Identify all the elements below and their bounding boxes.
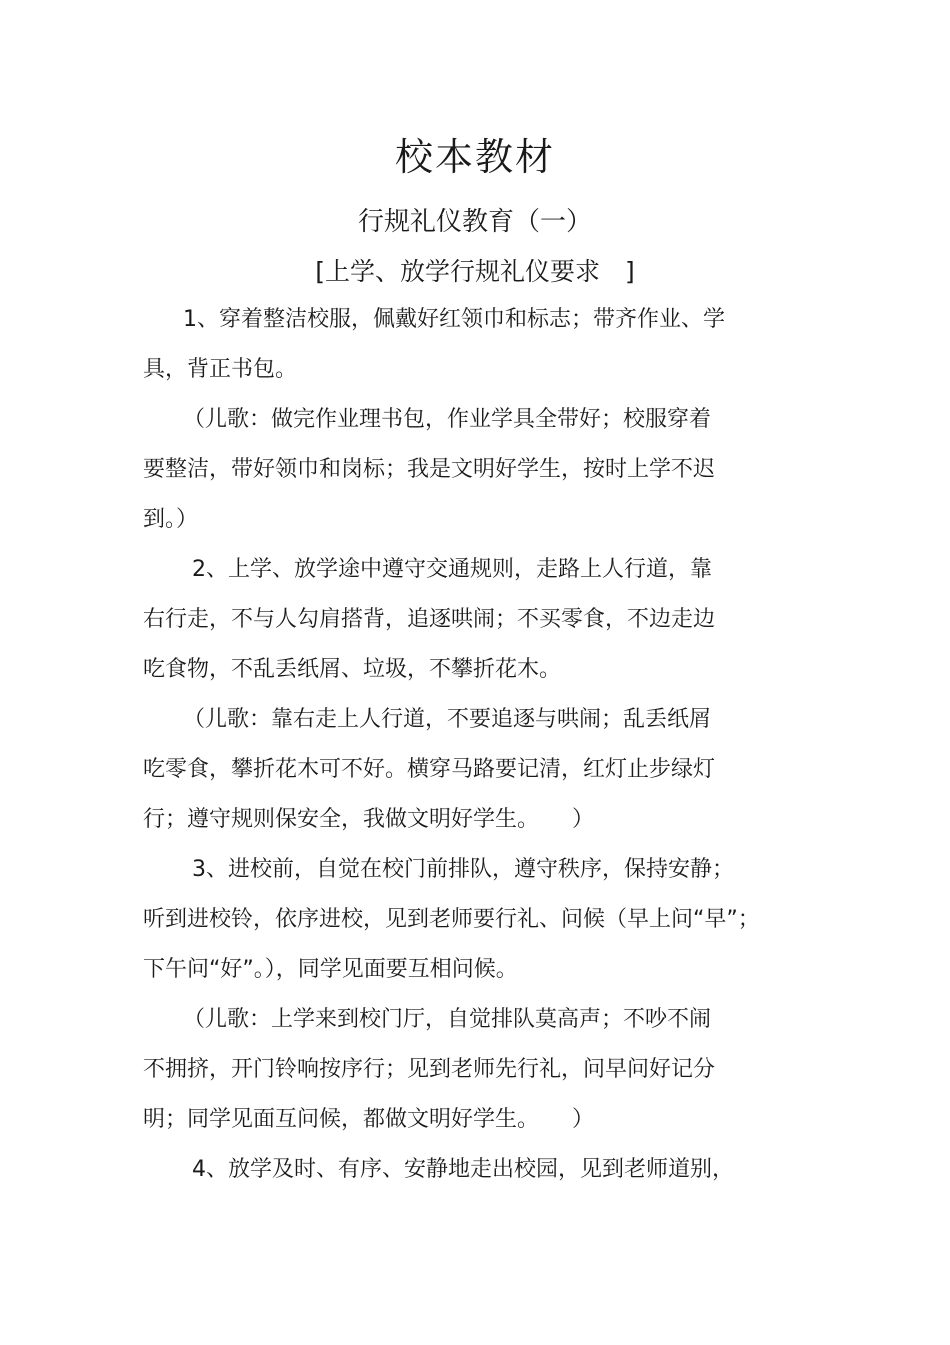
paragraph-line: 3、进校前，自觉在校门前排队，遵守秩序，保持安静； (192, 857, 734, 882)
paragraph-line: （儿歌：做完作业理书包，作业学具全带好；校服穿着 (183, 407, 712, 432)
paragraph-line: 明；同学见面互问候，都做文明好学生。 ） (143, 1107, 595, 1132)
document-title: 校本教材 (394, 135, 555, 179)
paragraph-line: 1、穿着整洁校服，佩戴好红领巾和标志；带齐作业、学 (183, 307, 725, 332)
paragraph-line: 行；遵守规则保安全，我做文明好学生。 ） (143, 807, 595, 832)
section-heading: [上学、放学行规礼仪要求 ] (315, 257, 635, 286)
paragraph-line: 2、上学、放学途中遵守交通规则，走路上人行道，靠 (192, 557, 712, 582)
document-subtitle: 行规礼仪教育（一） (357, 207, 592, 237)
paragraph-line: 要整洁，带好领巾和岗标；我是文明好学生，按时上学不迟 (143, 457, 716, 482)
paragraph-line: 听到进校铃，依序进校，见到老师要行礼、问候（早上问“早”； (143, 907, 760, 932)
paragraph-line: （儿歌：上学来到校门厅，自觉排队莫高声；不吵不闹 (183, 1007, 712, 1032)
paragraph-line: 吃零食，攀折花木可不好。横穿马路要记清，红灯止步绿灯 (143, 757, 716, 782)
paragraph-line: 具，背正书包。 (143, 357, 298, 382)
paragraph-line: 到。） (143, 507, 199, 532)
paragraph-line: 下午问“好”。），同学见面要互相问候。 (143, 957, 518, 982)
paragraph-line: 不拥挤，开门铃响按序行；见到老师先行礼，问早问好记分 (143, 1057, 716, 1082)
paragraph-line: （儿歌：靠右走上人行道，不要追逐与哄闹；乱丢纸屑 (183, 707, 712, 732)
paragraph-line: 右行走，不与人勾肩搭背，追逐哄闹；不买零食，不边走边 (143, 607, 716, 632)
paragraph-line: 4、放学及时、有序、安静地走出校园，见到老师道别， (192, 1157, 734, 1182)
paragraph-line: 吃食物，不乱丢纸屑、垃圾，不攀折花木。 (143, 657, 562, 682)
